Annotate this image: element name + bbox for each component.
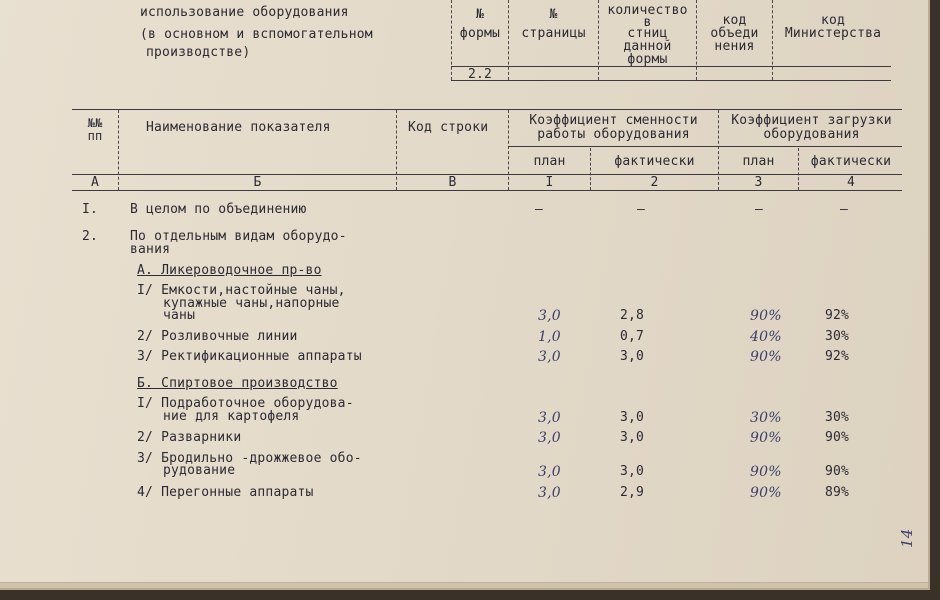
- title-line-2: (в основном и вспомогательном: [140, 27, 373, 42]
- assoc-code-label: нения: [714, 39, 755, 54]
- item-name: I/ Подработочное оборудова-: [137, 396, 354, 411]
- letter-cell: 2: [650, 175, 659, 190]
- fact-value: 3,0: [620, 410, 645, 425]
- fact-value: 2,9: [620, 485, 645, 500]
- assoc-code-label: код: [722, 13, 747, 28]
- fact-value: 3,0: [620, 349, 645, 364]
- load-plan-value: 90%: [750, 430, 782, 446]
- header-load: оборудования: [763, 127, 860, 142]
- pages-count-label: в: [643, 15, 652, 30]
- subheader-rule: [508, 146, 902, 147]
- item-name: рудование: [163, 463, 236, 478]
- letter-cell: В: [448, 175, 457, 190]
- pages-count-label: данной: [623, 39, 672, 54]
- row-value: –: [636, 202, 646, 217]
- letter-cell: 3: [754, 175, 763, 190]
- load-fact-value: 30%: [825, 329, 850, 344]
- load-plan-value: 30%: [750, 410, 782, 426]
- row-value: –: [839, 202, 849, 217]
- fact-value: 0,7: [620, 329, 645, 344]
- letter-cell: I: [545, 175, 554, 190]
- header-name: Наименование показателя: [146, 120, 331, 135]
- page-label: страницы: [521, 26, 586, 41]
- item-name: ние для картофеля: [163, 409, 300, 424]
- form-num-label: №: [475, 7, 485, 22]
- load-plan-value: 90%: [750, 308, 782, 324]
- load-plan-value: 90%: [750, 464, 782, 480]
- plan-value: 3,0: [538, 410, 561, 426]
- title-line-3: производстве): [146, 45, 251, 60]
- item-name: 2/ Розливочные линии: [137, 329, 298, 344]
- section-b-title: Б. Спиртовое производство: [137, 376, 338, 391]
- row-name: вания: [130, 242, 171, 257]
- plan-value: 3,0: [538, 485, 561, 501]
- top-rule: [451, 80, 891, 81]
- letter-cell: Б: [253, 175, 262, 190]
- item-name: купажные чаны,напорные: [163, 296, 340, 311]
- ministry-code-label: код: [820, 13, 846, 28]
- load-fact-value: 30%: [825, 410, 850, 425]
- load-fact-value: 90%: [825, 464, 850, 479]
- plan-value: 3,0: [538, 464, 561, 480]
- header-load: Коэффициент загрузки: [731, 113, 892, 128]
- row-value: –: [534, 202, 544, 217]
- page-num-label: №: [549, 7, 558, 22]
- header-fact2: фактически: [810, 154, 892, 169]
- header-shift: работы оборудования: [537, 127, 690, 142]
- load-fact-value: 89%: [825, 485, 850, 500]
- assoc-code-label: объеди: [710, 26, 759, 41]
- row-name: В целом по объединению: [130, 202, 307, 217]
- plan-value: 1,0: [538, 329, 561, 345]
- table-top-rule: [72, 109, 902, 110]
- title-line-1: использование оборудования: [140, 5, 349, 20]
- sheet-edge: [0, 582, 928, 589]
- letter-cell: 4: [846, 175, 856, 190]
- item-name: 3/ Бродильно -дрожжевое обо-: [137, 451, 362, 466]
- pages-count-label: стниц: [627, 26, 668, 41]
- header-plan2: план: [742, 154, 775, 169]
- item-name: чаны: [163, 308, 196, 323]
- row-num: I.: [82, 202, 99, 217]
- plan-value: 3,0: [538, 349, 561, 365]
- row-value: –: [754, 202, 764, 217]
- header-plan: план: [533, 154, 566, 169]
- header-num: пп: [87, 129, 103, 143]
- form-label: формы: [459, 26, 501, 41]
- letter-cell: А: [90, 175, 100, 190]
- top-rule: [451, 66, 891, 67]
- page-number: 14: [898, 528, 916, 548]
- header-code: Код строки: [408, 120, 489, 135]
- item-name: 2/ Разварники: [137, 430, 242, 445]
- load-fact-value: 92%: [825, 349, 850, 364]
- plan-value: 3,0: [538, 308, 561, 324]
- fact-value: 3,0: [620, 464, 645, 479]
- load-plan-value: 40%: [750, 329, 782, 345]
- ministry-code-label: Министерства: [784, 26, 882, 41]
- fact-value: 2,8: [620, 308, 645, 323]
- item-name: 3/ Ректификационные аппараты: [137, 349, 362, 364]
- fact-value: 3,0: [620, 430, 645, 445]
- section-a-title: А. Ликероводочное пр-во: [137, 263, 322, 278]
- header-fact: фактически: [614, 154, 695, 169]
- plan-value: 3,0: [538, 430, 561, 446]
- pages-count-label: формы: [627, 52, 668, 67]
- pages-count-label: количество: [607, 3, 688, 18]
- row-name: По отдельным видам оборудо-: [130, 229, 347, 244]
- item-name: 4/ Перегонные аппараты: [137, 485, 314, 500]
- load-plan-value: 90%: [750, 485, 782, 501]
- form-number-value: 2.2: [467, 67, 493, 82]
- row-num: 2.: [82, 229, 99, 244]
- load-plan-value: 90%: [750, 349, 782, 365]
- load-fact-value: 92%: [825, 308, 850, 323]
- header-num: №№: [87, 116, 103, 130]
- letters-bottom-rule: [72, 190, 902, 191]
- load-fact-value: 90%: [825, 430, 850, 445]
- header-shift: Коэффициент сменности: [529, 113, 698, 128]
- letters-rule: [72, 174, 902, 175]
- item-name: I/ Емкости,настойные чаны,: [137, 283, 346, 298]
